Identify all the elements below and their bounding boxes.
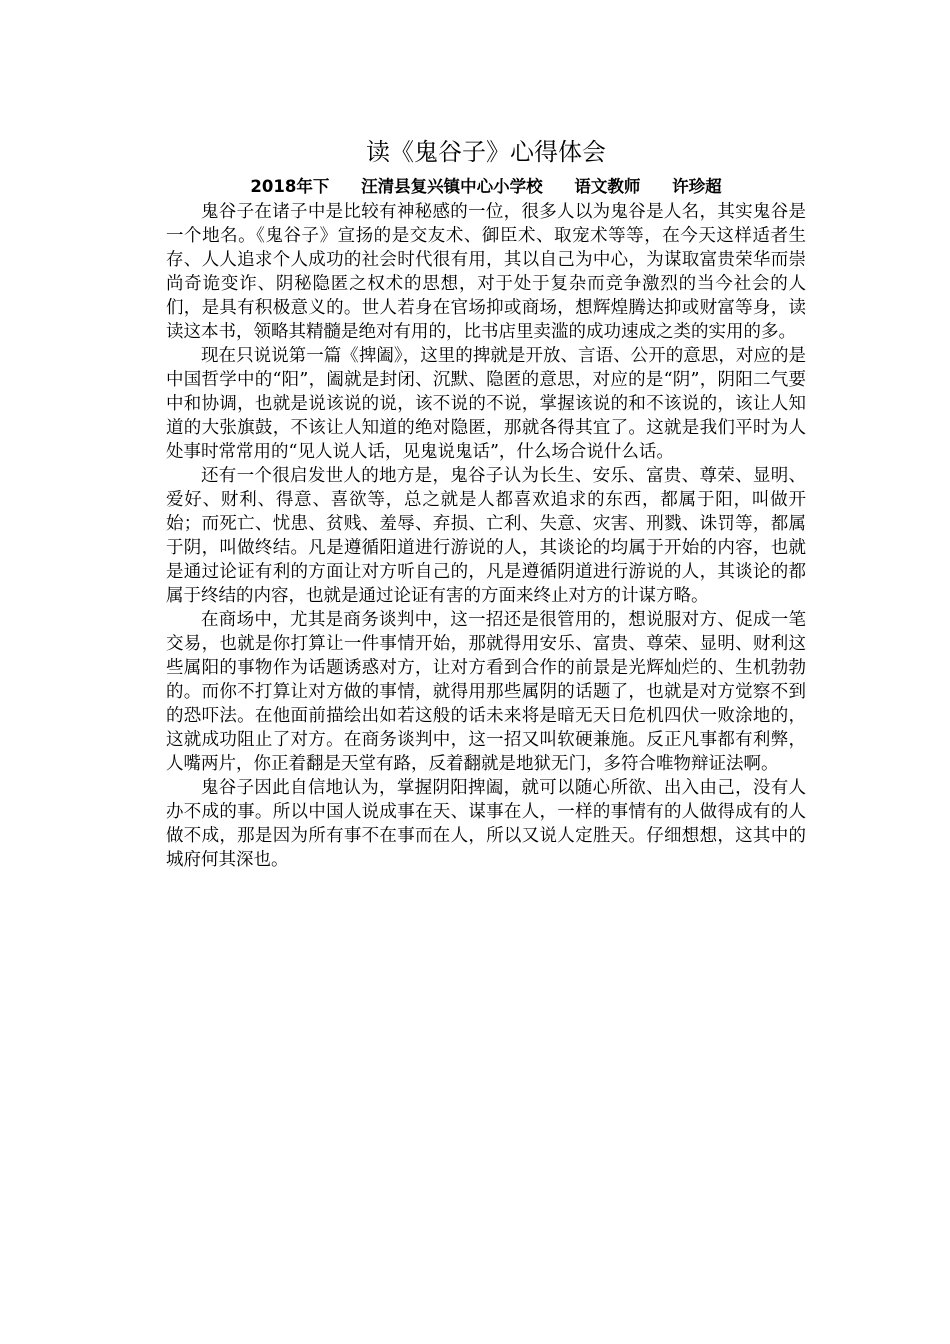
paragraph-4: 在商场中，尤其是商务谈判中，这一招还是很管用的，想说服对方、促成一笔交易，也就是你打算让一件事情开始，那就得用安乐、富贵、尊荣、显明、财利这些属阳的事物作为话题诱惑对方，让对方看到合作的前景是光辉灿烂的、生机勃勃的。而你不打算让对方做的事情，就得用那些属阴的话题了，也就是对方觉察不到的恐吓法。在他面前描绘出如若这般的话未来将是暗无天日危机四伏一败涂地的，这就成功阻止了对方。在商务谈判中，这一招又叫软硬兼施。反正凡事都有利弊，人嘴两片，你正着翻是天堂有路，反着翻就是地狱无门，多符合唯物辩证法啊。: [166, 610, 806, 774]
document-title: 读《鬼谷子》心得体会: [366, 138, 606, 166]
byline: [166, 174, 806, 200]
byline-author: 许珍超: [672, 177, 722, 196]
document-content: [166, 132, 806, 872]
byline-term: 2018年下: [250, 177, 330, 196]
paragraph-2: 现在只说说第一篇《捭阖》，这里的捭就是开放、言语、公开的意思，对应的是中国哲学中的“阳”，阖就是封闭、沉默、隐匿的意思，对应的是“阴”，阴阳二气要中和协调，也就是说该说的说，该不说的不说，掌握该说的和不该说的，该让人知道的大张旗鼓，不该让人知道的绝对隐匿，那就各得其宜了。这就是我们平时为人处事时常常用的“见人说人话，见鬼说鬼话”，什么场合说什么话。: [166, 346, 806, 462]
byline-school: 汪清县复兴镇中心小学校: [361, 177, 543, 196]
paragraph-1: 鬼谷子在诸子中是比较有神秘感的一位，很多人以为鬼谷是人名，其实鬼谷是一个地名。《鬼谷子》宣扬的是交友术、御臣术、取宠术等等，在今天这样适者生存、人人追求个人成功的社会时代很有用，其以自己为中心，为谋取富贵荣华而崇尚奇诡变诈、阴秘隐匿之权术的思想，对于处于复杂而竞争激烈的当今社会的人们，是具有积极意义的。世人若身在官场抑或商场，想辉煌腾达抑或财富等身，读读这本书，领略其精髓是绝对有用的，比书店里卖滥的成功速成之类的实用的多。: [166, 202, 806, 342]
byline-role: 语文教师: [574, 177, 641, 196]
paragraph-3: 还有一个很启发世人的地方是，鬼谷子认为长生、安乐、富贵、尊荣、显明、爱好、财利、得意、喜欲等，总之就是人都喜欢追求的东西，都属于阳，叫做开始；而死亡、忧患、贫贱、羞辱、弃损、亡利、失意、灾害、刑戮、诛罚等，都属于阴，叫做终结。凡是遵循阳道进行游说的人，其谈论的均属于开始的内容，也就是通过论证有利的方面让对方听自己的，凡是遵循阴道进行游说的人，其谈论的都属于终结的内容，也就是通过论证有害的方面来终止对方的计谋方略。: [166, 466, 806, 606]
paragraph-5: 鬼谷子因此自信地认为，掌握阴阳捭阖，就可以随心所欲、出入由己，没有人办不成的事。所以中国人说成事在天、谋事在人，一样的事情有的人做得成有的人做不成，那是因为所有事不在事而在人，所以又说人定胜天。仔细想想，这其中的城府何其深也。: [166, 778, 806, 870]
